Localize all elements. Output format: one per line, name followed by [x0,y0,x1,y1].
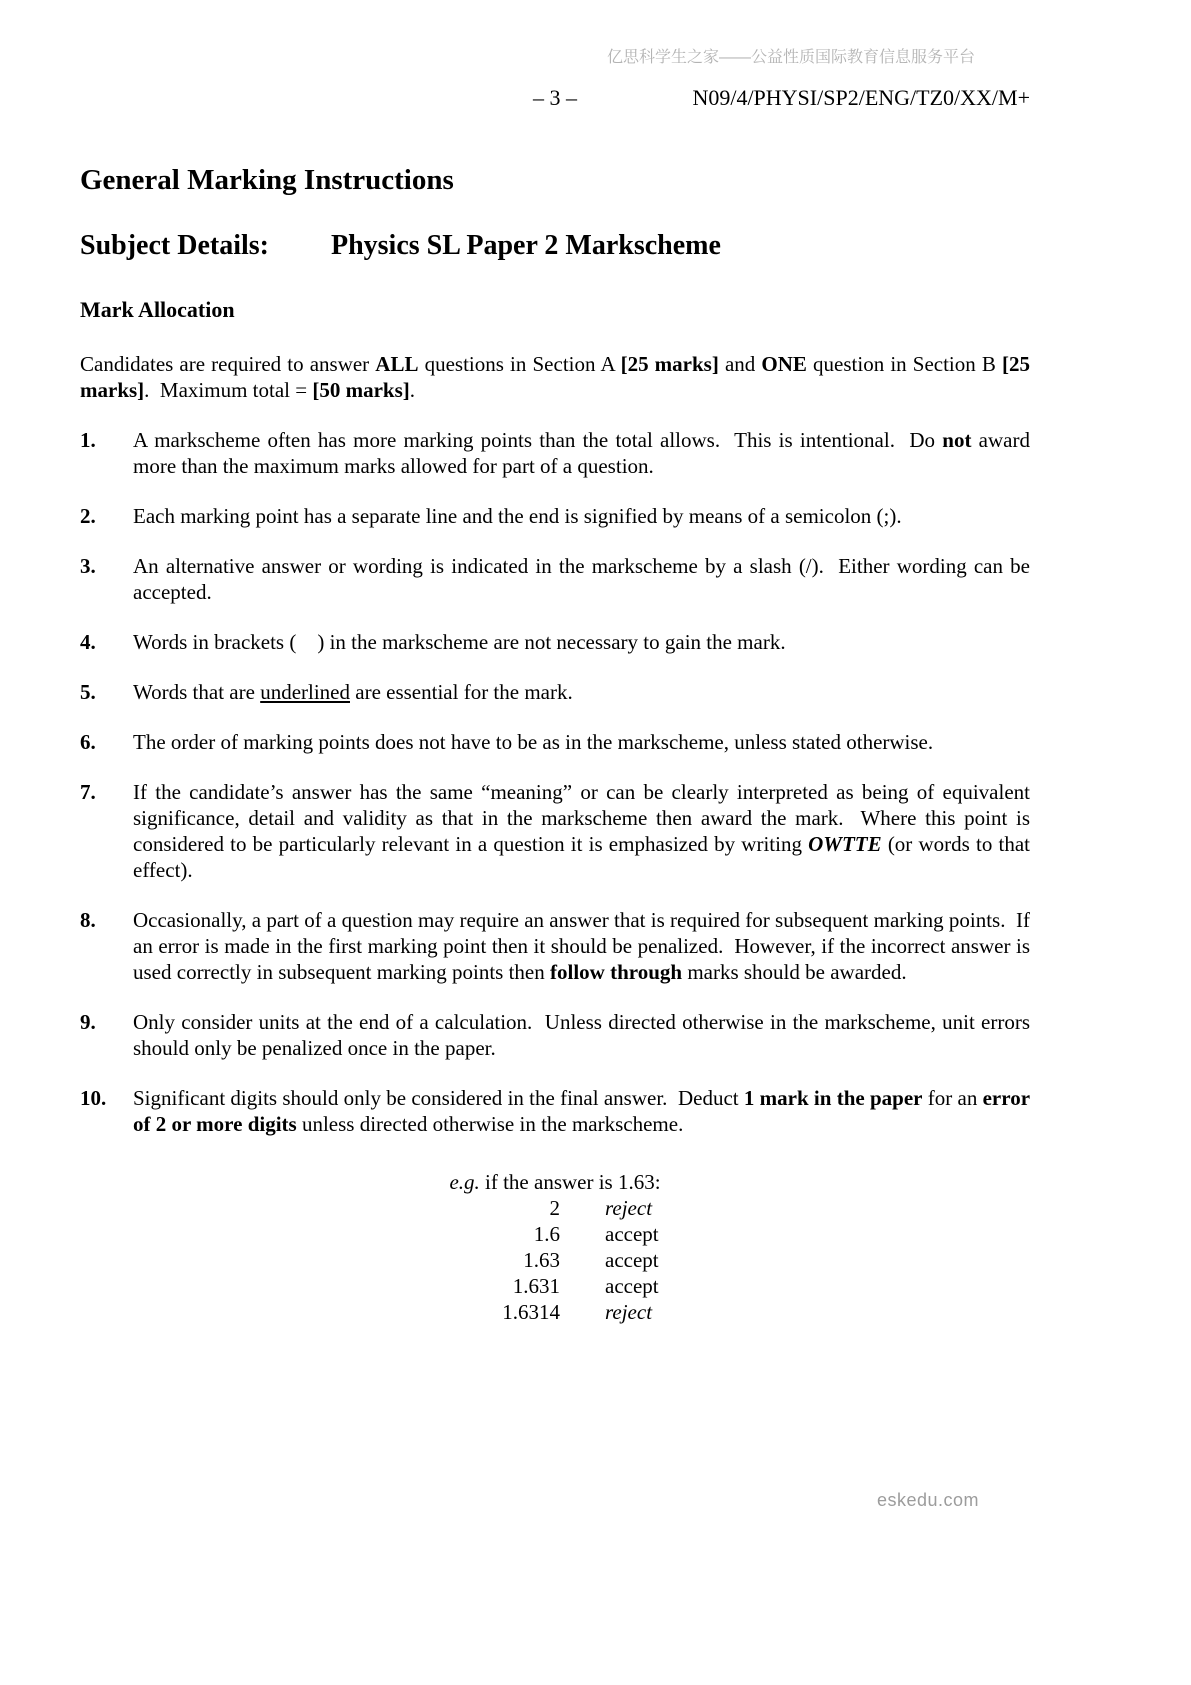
example-value: 1.63 [523,1248,560,1272]
instruction-item-1 [80,427,1030,479]
subject-details [80,229,1030,263]
site-logo: eskedu.com [876,1490,979,1510]
instruction-number: 7. [80,780,96,804]
instruction-number: 4. [80,630,96,654]
example-value: 2 [549,1196,560,1220]
instruction-item-5 [80,679,1030,705]
instruction-item-10 [80,1085,1030,1137]
instruction-text: An alternative answer or wording is indicated in the markscheme by a slash (/). Either wording can be accepted. [133,554,1030,604]
example-row [80,1221,1030,1247]
example-block [80,1169,1030,1325]
instruction-number: 6. [80,730,96,754]
instruction-item-3 [80,553,1030,605]
example-row [80,1299,1030,1325]
instruction-item-7 [80,779,1030,883]
page-header [80,85,1030,113]
example-verdict: reject [605,1300,653,1324]
page-number: – 3 – [533,85,577,110]
subject-details-value: Physics SL Paper 2 Markscheme [330,230,721,261]
example-value: 1.6 [533,1222,560,1246]
instruction-item-4 [80,629,1030,655]
instruction-number: 3. [80,554,96,578]
instruction-text: Words that are underlined are essential for the mark. [133,680,573,704]
instruction-text: The order of marking points does not have to be as in the markscheme, unless stated otherwise. [133,730,934,754]
watermark-text: 亿思科学生之家——公益性质国际教育信息服务平台 [606,49,975,66]
instruction-number: 2. [80,504,96,528]
instruction-number: 10. [80,1086,107,1110]
instruction-item-6 [80,729,1030,755]
example-row [80,1195,1030,1221]
instruction-text: Occasionally, a part of a question may require an answer that is required for subsequent marking points. If an error is made in the first marking point then it should be penalized. However, if the incorrect answer is used correctly in subsequent marking points then follow through marks should be awarded. [133,908,1030,984]
example-verdict: accept [605,1222,659,1246]
instruction-item-9 [80,1009,1030,1061]
instruction-text: Words in brackets ( ) in the markscheme are not necessary to gain the mark. [133,630,786,654]
example-verdict: accept [605,1274,659,1298]
instruction-number: 1. [80,428,96,452]
paper-code: N09/4/PHYSI/SP2/ENG/TZ0/XX/M+ [692,85,1030,110]
instruction-text: Only consider units at the end of a calculation. Unless directed otherwise in the markscheme, unit errors should only be penalized once in the paper. [133,1010,1030,1060]
example-row [80,1273,1030,1299]
instruction-number: 8. [80,908,96,932]
example-heading: e.g. if the answer is 1.63: [449,1170,661,1194]
instruction-text: If the candidate’s answer has the same “meaning” or can be clearly interpreted as being of equivalent significance, detail and validity as that in the markscheme then award the mark. Where this point is considered to be particularly relevant in a question it is emphasized by writing OWTTE (or words to that effect). [133,780,1030,882]
example-value: 1.6314 [502,1300,560,1324]
instruction-text: A markscheme often has more marking points than the total allows. This is intentional. Do not award more than the maximum marks allowed for part of a question. [133,428,1030,478]
instruction-number: 9. [80,1010,96,1034]
instruction-text: Significant digits should only be considered in the final answer. Deduct 1 mark in the paper for an error of 2 or more digits unless directed otherwise in the markscheme. [133,1086,1031,1136]
example-value: 1.631 [512,1274,560,1298]
example-verdict: accept [605,1248,659,1272]
subject-details-label: Subject Details: [80,230,269,261]
instruction-item-8 [80,907,1030,985]
instruction-text: Each marking point has a separate line and the end is signified by means of a semicolon (;). [133,504,902,528]
instruction-number: 5. [80,680,96,704]
section-heading-mark-allocation: Mark Allocation [80,297,235,322]
instruction-item-2 [80,503,1030,529]
example-verdict: reject [605,1196,653,1220]
intro-paragraph: Candidates are required to answer ALL questions in Section A [25 marks] and ONE question in Section B [25 marks]. Maximum total = [50 marks]. [80,352,1031,402]
example-row [80,1247,1030,1273]
page-title: General Marking Instructions [80,164,454,196]
